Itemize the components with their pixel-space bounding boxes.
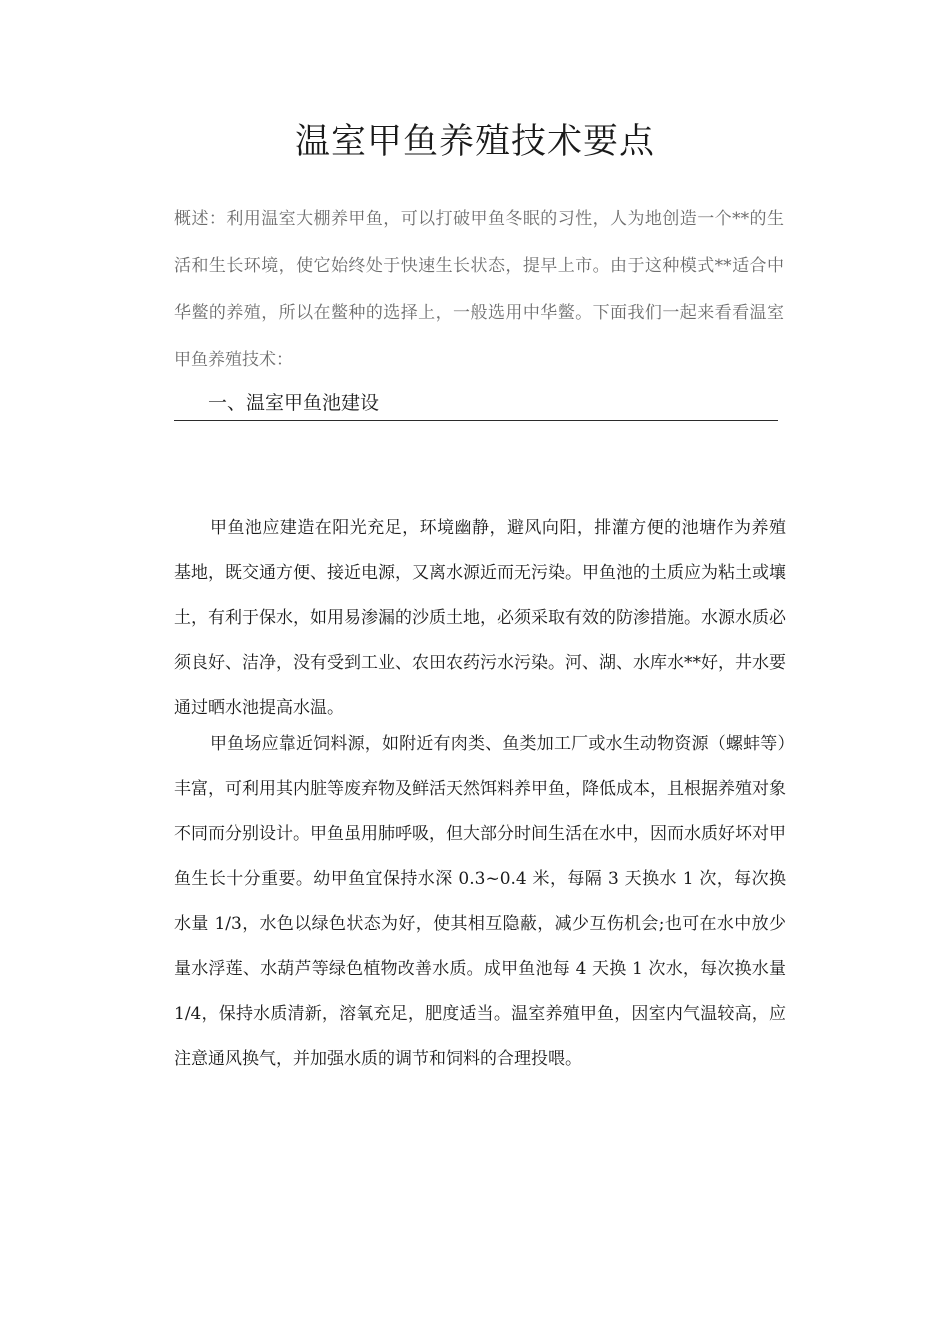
body-paragraph-2: 甲鱼场应靠近饲料源，如附近有肉类、鱼类加工厂或水生动物资源（螺蚌等）丰富，可利用其内脏等废弃物及鲜活天然饵料养甲鱼，降低成本，且根据养殖对象不同而分别设计。甲鱼虽用肺呼吸，但大部分时间生活在水中，因而水质好坏对甲鱼生长十分重要。幼甲鱼宜保持水深 0.3~0.4 米，每隔 3 天换水 1 次，每次换水量 1/3，水色以绿色状态为好，使其相互隐蔽，减少互伤机会;也可在水中放少量水浮莲、水葫芦等绿色植物改善水质。成甲鱼池每 4 天换 1 次水，每次换水量 1/4，保持水质清新，溶氧充足，肥度适当。温室养殖甲鱼，因室内气温较高，应注意通风换气，并加强水质的调节和饲料的合理投喂。 — [174, 734, 786, 1069]
section-heading: 一、温室甲鱼池建设 — [174, 386, 778, 421]
document-title: 温室甲鱼养殖技术要点 — [294, 122, 655, 162]
body-paragraph-1: 甲鱼池应建造在阳光充足，环境幽静，避风向阳，排灌方便的池塘作为养殖基地，既交通方便、接近电源，又离水源近而无污染。甲鱼池的土质应为粘土或壤土，有利于保水，如用易渗漏的沙质土地，必须采取有效的防渗措施。水源水质必须良好、洁净，没有受到工业、农田农药污水污染。河、湖、水库水**好，井水要通过晒水池提高水温。 — [174, 518, 786, 718]
summary-paragraph: 概述：利用温室大棚养甲鱼，可以打破甲鱼冬眠的习性，人为地创造一个**的生活和生长环境，使它始终处于快速生长状态，提早上市。由于这种模式**适合中华鳖的养殖，所以在鳖种的选择上，一般选用中华鳖。下面我们一起来看看温室甲鱼养殖技术： — [174, 209, 784, 370]
